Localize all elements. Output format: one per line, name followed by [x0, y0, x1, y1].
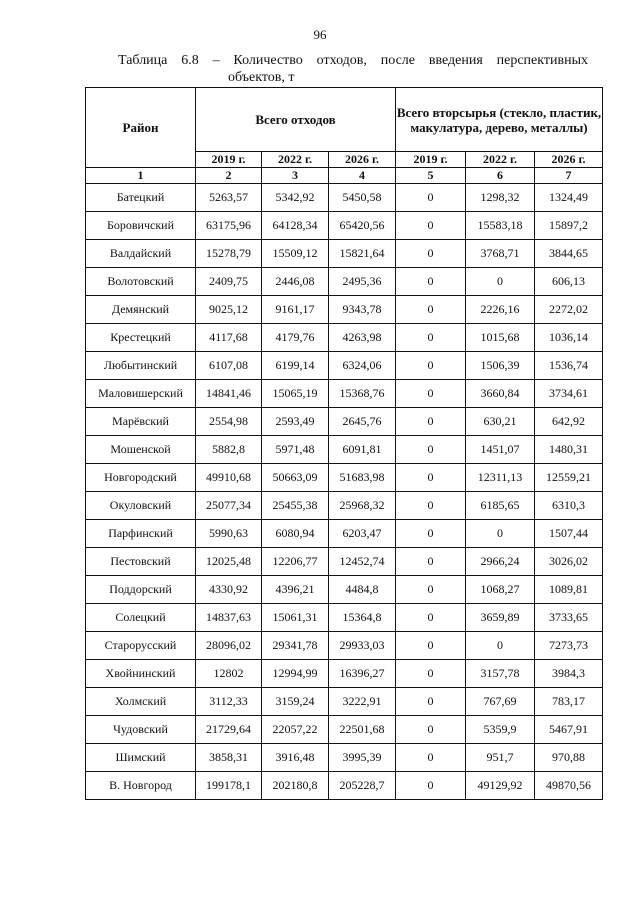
table-cell: 970,88 — [535, 744, 603, 772]
table-cell: 0 — [396, 352, 466, 380]
table-cell: 15061,31 — [262, 604, 329, 632]
column-number: 2 — [196, 168, 262, 184]
table-cell: 5342,92 — [262, 184, 329, 212]
table-row — [86, 352, 603, 380]
table-cell: 1324,49 — [535, 184, 603, 212]
table-cell: 3159,24 — [262, 688, 329, 716]
table-row — [86, 576, 603, 604]
table-row — [86, 744, 603, 772]
table-cell: 49129,92 — [466, 772, 535, 800]
table-cell: 3157,78 — [466, 660, 535, 688]
table-cell: 202180,8 — [262, 772, 329, 800]
table-cell: 3858,31 — [196, 744, 262, 772]
district-name: Крестецкий — [86, 324, 196, 352]
table-cell: 4396,21 — [262, 576, 329, 604]
table-cell: 630,21 — [466, 408, 535, 436]
district-name: Старорусский — [86, 632, 196, 660]
table-row — [86, 240, 603, 268]
table-row — [86, 408, 603, 436]
table-cell: 6080,94 — [262, 520, 329, 548]
table-cell: 9161,17 — [262, 296, 329, 324]
table-cell: 64128,34 — [262, 212, 329, 240]
table-cell: 5450,58 — [329, 184, 396, 212]
table-cell: 50663,09 — [262, 464, 329, 492]
table-cell: 21729,64 — [196, 716, 262, 744]
table-cell: 951,7 — [466, 744, 535, 772]
table-cell: 7273,73 — [535, 632, 603, 660]
table-cell: 1015,68 — [466, 324, 535, 352]
table-cell: 51683,98 — [329, 464, 396, 492]
table-cell: 1506,39 — [466, 352, 535, 380]
table-cell: 3844,65 — [535, 240, 603, 268]
district-name: В. Новгород — [86, 772, 196, 800]
district-name: Валдайский — [86, 240, 196, 268]
table-cell: 12994,99 — [262, 660, 329, 688]
table-cell: 4484,8 — [329, 576, 396, 604]
table-cell: 12452,74 — [329, 548, 396, 576]
table-cell: 12802 — [196, 660, 262, 688]
table-cell: 0 — [396, 436, 466, 464]
table-cell: 25455,38 — [262, 492, 329, 520]
table-cell: 4117,68 — [196, 324, 262, 352]
table-cell: 0 — [396, 688, 466, 716]
waste-table — [85, 87, 603, 800]
table-row — [86, 632, 603, 660]
table-cell: 3916,48 — [262, 744, 329, 772]
header-year: 2026 г. — [329, 152, 396, 168]
table-cell: 0 — [396, 576, 466, 604]
table-cell: 14841,46 — [196, 380, 262, 408]
caption-line-1: Таблица 6.8 – Количество отходов, после введения перспективных — [118, 53, 588, 68]
table-cell: 29933,03 — [329, 632, 396, 660]
column-number: 1 — [86, 168, 196, 184]
table-cell: 0 — [396, 408, 466, 436]
district-name: Батецкий — [86, 184, 196, 212]
table-cell: 4179,76 — [262, 324, 329, 352]
caption-line-2: объектов, т — [228, 70, 295, 85]
table-cell: 0 — [396, 632, 466, 660]
district-name: Шимский — [86, 744, 196, 772]
table-cell: 1536,74 — [535, 352, 603, 380]
table-cell: 6091,81 — [329, 436, 396, 464]
district-name: Поддорский — [86, 576, 196, 604]
table-cell: 3734,61 — [535, 380, 603, 408]
table-cell: 25077,34 — [196, 492, 262, 520]
table-cell: 5971,48 — [262, 436, 329, 464]
table-row — [86, 296, 603, 324]
table-cell: 12311,13 — [466, 464, 535, 492]
district-name: Мошенской — [86, 436, 196, 464]
district-name: Хвойнинский — [86, 660, 196, 688]
table-cell: 5359,9 — [466, 716, 535, 744]
table-cell: 12559,21 — [535, 464, 603, 492]
table-cell: 15278,79 — [196, 240, 262, 268]
table-cell: 0 — [396, 324, 466, 352]
header-year: 2022 г. — [262, 152, 329, 168]
table-row — [86, 716, 603, 744]
table-cell: 0 — [396, 464, 466, 492]
header-total-waste: Всего отходов — [196, 88, 396, 152]
district-name: Боровичский — [86, 212, 196, 240]
table-cell: 3659,89 — [466, 604, 535, 632]
table-cell: 15368,76 — [329, 380, 396, 408]
table-cell: 3222,91 — [329, 688, 396, 716]
table-cell: 0 — [396, 184, 466, 212]
table-cell: 6324,06 — [329, 352, 396, 380]
district-name: Новгородский — [86, 464, 196, 492]
table-cell: 9025,12 — [196, 296, 262, 324]
table-cell: 0 — [466, 632, 535, 660]
table-cell: 22501,68 — [329, 716, 396, 744]
table-cell: 5467,91 — [535, 716, 603, 744]
table-cell: 5990,63 — [196, 520, 262, 548]
table-cell: 1451,07 — [466, 436, 535, 464]
district-name: Пестовский — [86, 548, 196, 576]
table-cell: 0 — [396, 212, 466, 240]
table-cell: 3984,3 — [535, 660, 603, 688]
table-cell: 6310,3 — [535, 492, 603, 520]
table-cell: 1507,44 — [535, 520, 603, 548]
table-cell: 0 — [396, 772, 466, 800]
table-cell: 0 — [466, 520, 535, 548]
district-name: Парфинский — [86, 520, 196, 548]
table-cell: 15821,64 — [329, 240, 396, 268]
table-cell: 0 — [396, 492, 466, 520]
table-cell: 4263,98 — [329, 324, 396, 352]
table-row — [86, 464, 603, 492]
table-cell: 5882,8 — [196, 436, 262, 464]
table-cell: 15364,8 — [329, 604, 396, 632]
district-name: Волотовский — [86, 268, 196, 296]
table-row — [86, 212, 603, 240]
header-year: 2026 г. — [535, 152, 603, 168]
table-cell: 65420,56 — [329, 212, 396, 240]
table-row — [86, 604, 603, 632]
table-cell: 3995,39 — [329, 744, 396, 772]
column-number: 6 — [466, 168, 535, 184]
column-number: 4 — [329, 168, 396, 184]
header-year: 2019 г. — [196, 152, 262, 168]
table-body — [86, 184, 603, 800]
table-cell: 12206,77 — [262, 548, 329, 576]
column-number: 5 — [396, 168, 466, 184]
table-cell: 0 — [396, 604, 466, 632]
table-cell: 28096,02 — [196, 632, 262, 660]
table-cell: 2554,98 — [196, 408, 262, 436]
table-row — [86, 688, 603, 716]
table-row — [86, 520, 603, 548]
table-row — [86, 492, 603, 520]
district-name: Холмский — [86, 688, 196, 716]
table-row — [86, 772, 603, 800]
table-row — [86, 548, 603, 576]
table-cell: 606,13 — [535, 268, 603, 296]
table-cell: 783,17 — [535, 688, 603, 716]
district-name: Окуловский — [86, 492, 196, 520]
table-cell: 6203,47 — [329, 520, 396, 548]
table-cell: 1089,81 — [535, 576, 603, 604]
table-cell: 3026,02 — [535, 548, 603, 576]
table-cell: 0 — [396, 268, 466, 296]
table-cell: 0 — [396, 296, 466, 324]
table-row — [86, 380, 603, 408]
district-name: Солецкий — [86, 604, 196, 632]
table-cell: 1480,31 — [535, 436, 603, 464]
table-cell: 3768,71 — [466, 240, 535, 268]
column-number: 3 — [262, 168, 329, 184]
table-cell: 0 — [396, 660, 466, 688]
table-cell: 3733,65 — [535, 604, 603, 632]
table-row — [86, 436, 603, 464]
header-total-recyclables: Всего вторсырья (стекло, пластик, макулатура, дерево, металлы) — [396, 88, 603, 152]
table-cell: 4330,92 — [196, 576, 262, 604]
district-name: Любытинский — [86, 352, 196, 380]
table-cell: 49870,56 — [535, 772, 603, 800]
table-cell: 16396,27 — [329, 660, 396, 688]
table-cell: 6185,65 — [466, 492, 535, 520]
table-cell: 199178,1 — [196, 772, 262, 800]
table-cell: 1068,27 — [466, 576, 535, 604]
table-cell: 642,92 — [535, 408, 603, 436]
table-cell: 22057,22 — [262, 716, 329, 744]
table-cell: 2446,08 — [262, 268, 329, 296]
table-cell: 2645,76 — [329, 408, 396, 436]
table-cell: 0 — [396, 520, 466, 548]
table-cell: 2966,24 — [466, 548, 535, 576]
header-district: Район — [86, 88, 196, 168]
district-name: Марёвский — [86, 408, 196, 436]
table-cell: 14837,63 — [196, 604, 262, 632]
table-row — [86, 268, 603, 296]
table-cell: 6199,14 — [262, 352, 329, 380]
table-cell: 2409,75 — [196, 268, 262, 296]
table-cell: 2593,49 — [262, 408, 329, 436]
table-cell: 15583,18 — [466, 212, 535, 240]
table-row — [86, 660, 603, 688]
column-number: 7 — [535, 168, 603, 184]
table-caption — [118, 52, 588, 86]
table-cell: 63175,96 — [196, 212, 262, 240]
table-row — [86, 184, 603, 212]
table-cell: 2495,36 — [329, 268, 396, 296]
table-cell: 0 — [466, 268, 535, 296]
table-cell: 767,69 — [466, 688, 535, 716]
district-name: Чудовский — [86, 716, 196, 744]
header-year: 2022 г. — [466, 152, 535, 168]
table-cell: 1298,32 — [466, 184, 535, 212]
table-cell: 2272,02 — [535, 296, 603, 324]
table-cell: 15897,2 — [535, 212, 603, 240]
page-number: 96 — [313, 27, 327, 42]
table-cell: 0 — [396, 380, 466, 408]
table-cell: 6107,08 — [196, 352, 262, 380]
table-cell: 9343,78 — [329, 296, 396, 324]
table-cell: 12025,48 — [196, 548, 262, 576]
table-cell: 15509,12 — [262, 240, 329, 268]
table-cell: 15065,19 — [262, 380, 329, 408]
table-cell: 3660,84 — [466, 380, 535, 408]
table-cell: 205228,7 — [329, 772, 396, 800]
table-cell: 0 — [396, 716, 466, 744]
header-year: 2019 г. — [396, 152, 466, 168]
district-name: Демянский — [86, 296, 196, 324]
table-cell: 0 — [396, 240, 466, 268]
table-cell: 29341,78 — [262, 632, 329, 660]
table-cell: 1036,14 — [535, 324, 603, 352]
table-cell: 0 — [396, 744, 466, 772]
table-cell: 0 — [396, 548, 466, 576]
table-cell: 25968,32 — [329, 492, 396, 520]
table-cell: 49910,68 — [196, 464, 262, 492]
table-cell: 5263,57 — [196, 184, 262, 212]
table-row — [86, 324, 603, 352]
table-cell: 3112,33 — [196, 688, 262, 716]
table-cell: 2226,16 — [466, 296, 535, 324]
district-name: Маловишерский — [86, 380, 196, 408]
